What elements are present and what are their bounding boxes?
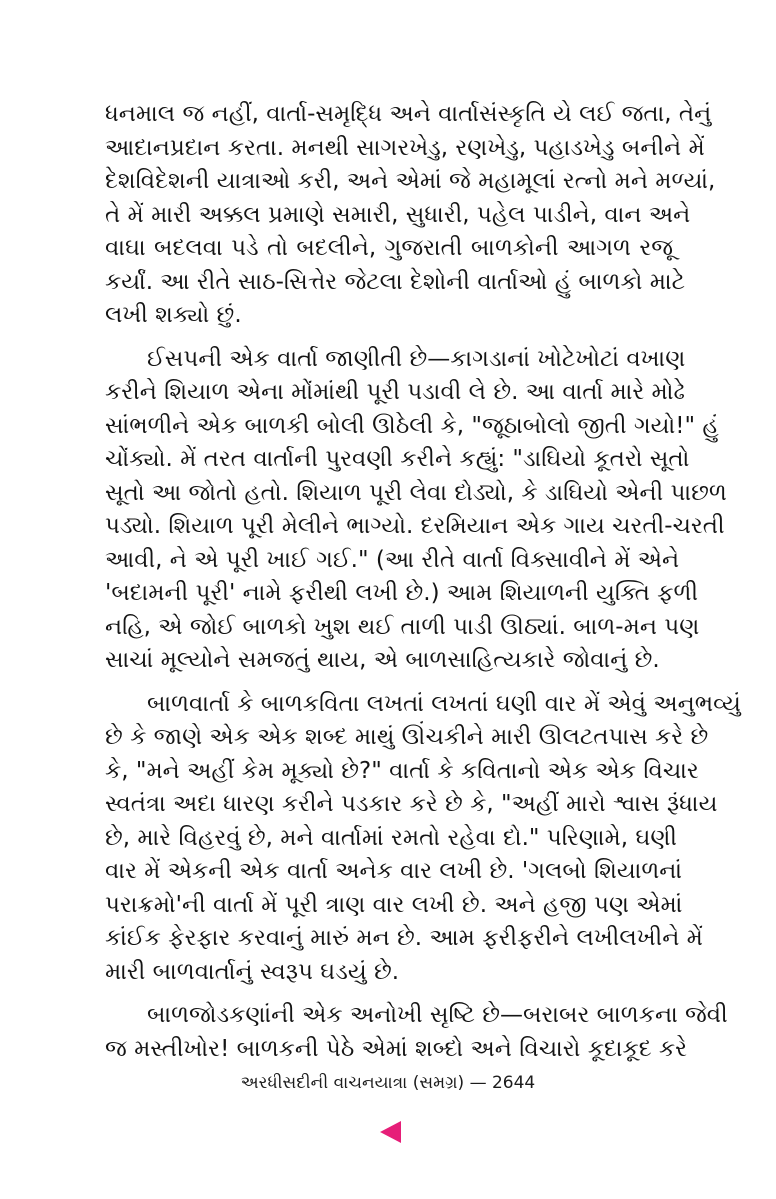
text-line: બાળજોડકણાંની એક અનોખી સૃષ્ટિ છે—બરાબર બાળકના જેવી: [147, 1002, 728, 1028]
text-line: સાચાં મૂલ્યોને સમજતું થાય, એ બાળસાહિત્યકારે જોવાનું છે.: [105, 647, 660, 673]
text-line: લખી શક્યો છું.: [105, 302, 242, 328]
text-line: પડ્યો. શિયાળ પૂરી મેલીને ભાગ્યો. દરમિયાન એક ગાય ચરતી-ચરતી: [105, 513, 725, 539]
text-line: સૂતો આ જોતો હતો. શિયાળ પૂરી લેવા દોડ્યો, કે ડાઘિયો એની પાછળ: [105, 479, 727, 506]
text-line: છે કે જાણે એક એક શબ્દ માથું ઊંચકીને મારી ઊલટતપાસ કરે છે: [105, 724, 709, 750]
paragraph-2: [105, 343, 727, 678]
text-line: દેશવિદેશની યાત્રાઓ કરી, અને એમાં જે મહામૂલાં રત્નો મને મળ્યાં,: [105, 168, 716, 194]
text-line: આદાનપ્રદાન કરતા. મનથી સાગરખેડુ, રણખેડુ, પહાડખેડુ બનીને મેં: [105, 134, 705, 161]
text-line: કાંઈક ફેરફાર કરવાનું મારું મન છે. આમ ફરીફરીને લખીલખીને મેં: [105, 925, 703, 951]
text-line: કરીને શિયાળ એના મોંમાંથી પૂરી પડાવી લે છે. આ વાર્તા મારે મોઢે: [105, 379, 685, 405]
text-line: છે, મારે વિહરવું છે, મને વાર્તામાં રમતો રહેવા દો." પરિણામે, ઘણી: [105, 824, 677, 851]
text-line: ચોંક્યો. મેં તરત વાર્તાની પુરવણી કરીને કહ્યું: "ડાઘિયો કૂતરો સૂતો: [105, 446, 690, 472]
running-title: અરધીસદીની વાચનયાત્રા (સમગ્ર) — 2644: [240, 1073, 536, 1093]
text-line: આવી, ને એ પૂરી ખાઈ ગઈ." (આ રીતે વાર્તા વિક્સાવીને મેં એને: [105, 546, 680, 573]
text-line: સ્વતંત્રા અદા ધારણ કરીને પડકાર કરે છે કે, "અહીં મારો શ્વાસ રૂંધાય: [105, 791, 718, 817]
text-line: 'બદામની પૂરી' નામે ફરીથી લખી છે.) આમ શિયાળની યુક્તિ ફળી: [105, 580, 699, 606]
text-line: પરાક્રમો'ની વાર્તા મેં પૂરી ત્રાણ વાર લખી છે. અને હજી પણ એમાં: [105, 891, 683, 918]
paragraph-1: [105, 98, 716, 333]
text-line: તે મેં મારી અક્કલ પ્રમાણે સમારી, સુધારી, પહેલ પાડીને, વાન અને: [105, 201, 691, 228]
text-line: ઈસપની એક વાર્તા જાણીતી છે—કાગડાનાં ખોટેખોટાં વખાણ: [147, 345, 686, 372]
text-line: બાળવાર્તા કે બાળકવિતા લખતાં લખતાં ઘણી વાર મેં એવું અનુભવ્યું: [147, 690, 741, 717]
paragraph-4: [105, 999, 728, 1066]
text-line: વાઘા બદલવા પડે તો બદલીને, ગુજરાતી બાળકોની આગળ રજૂ: [105, 235, 673, 261]
body-text: [105, 98, 741, 1066]
text-line: કે, "મને અહીં કેમ મૂક્યો છે?" વાર્તા કે કવિતાનો એક એક વિચાર: [105, 757, 699, 784]
text-line: મારી બાળવાર્તાનું સ્વરૂપ ઘડયું છે.: [105, 958, 400, 985]
text-line: કર્યાં. આ રીતે સાઠ-સિત્તેર જેટલા દેશોની વાર્તાઓ હું બાળકો માટે: [105, 268, 686, 295]
text-line: સાંભળીને એક બાળકી બોલી ઊઠેલી કે, "જૂઠાબોલો જીતી ગયો!" હું: [105, 412, 719, 439]
text-line: ધનમાલ જ નહીં, વાર્તા-સમૃદ્ધિ અને વાર્તાસંસ્કૃતિ યે લઈ જતા, તેનું: [105, 101, 712, 127]
text-line: નહિ, એ જોઈ બાળકો ખુશ થઈ તાળી પાડી ઊઠ્યાં. બાળ-મન પણ: [105, 613, 700, 640]
text-line: જ મસ્તીખોર! બાળકની પેઠે એમાં શબ્દો અને વિચારો કૂદાકૂદ કરે: [105, 1035, 687, 1062]
page-footer: [0, 1070, 776, 1096]
left-triangle-icon: [380, 1121, 401, 1143]
paragraph-3: [105, 688, 741, 990]
text-line: વાર મેં એકની એક વાર્તા અનેક વાર લખી છે. 'ગલબો શિયાળનાં: [105, 858, 683, 884]
